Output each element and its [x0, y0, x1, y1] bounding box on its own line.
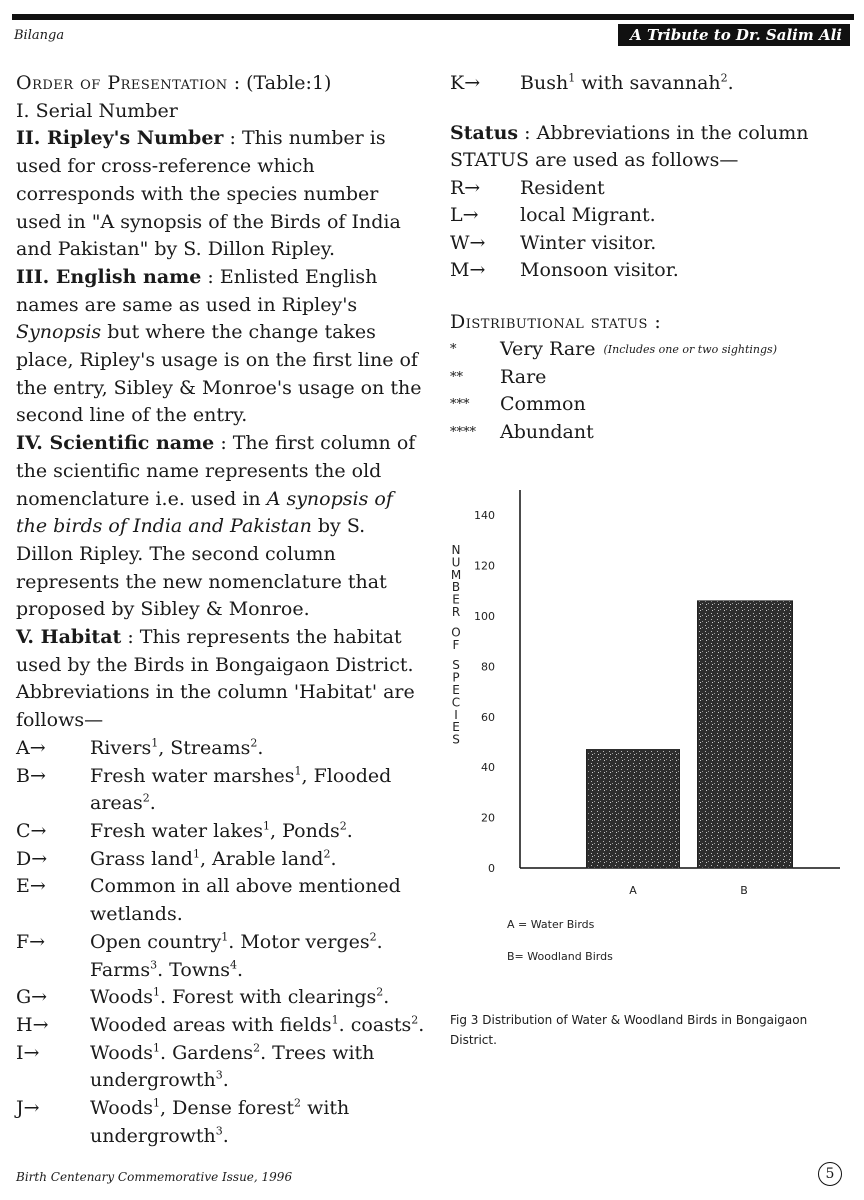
item-habitat-head: V. Habitat [16, 626, 122, 649]
header-rule [12, 14, 854, 20]
habitat-key: J→ [16, 1097, 40, 1120]
habitat-value: Common in all above mentioned wetlands. [90, 875, 401, 926]
item-scientific-name [16, 430, 426, 624]
y-tick-label: 120 [474, 559, 495, 573]
status-text: : Abbreviations in the column STATUS are used as follows— [450, 121, 809, 171]
bar-chart [440, 480, 860, 980]
habitat-value: Grass land$^1$, Arable land$^2$. [90, 847, 337, 870]
habitat-value: Woods$^1$. Gardens$^2$. Trees with undergrowth$^3$. [90, 1041, 375, 1092]
status-item [450, 175, 850, 203]
item-scientific-text-a: : The first column of the scientific name represents the old nomenclature i.e. used in [16, 432, 416, 510]
habitat-value: Woods$^1$. Forest with clearings$^2$. [90, 985, 390, 1009]
item-scientific-head: IV. Scientific name [16, 432, 215, 455]
status-key: L→ [450, 204, 479, 226]
habitat-item [16, 1095, 426, 1150]
y-tick-label: 80 [481, 660, 495, 674]
distributional-key: **** [450, 424, 476, 440]
right-column [450, 70, 850, 446]
y-axis-label-letter: P [452, 670, 460, 685]
y-axis-label-letter: F [452, 637, 460, 652]
item-english-text-b: but where the change takes place, Ripley's usage is on the first line of the entry, Sibley & Monroe's usage on the second line of the entry. [16, 321, 422, 427]
bar-A [587, 750, 680, 868]
y-axis-label-letter: E [452, 720, 460, 735]
order-heading: Order of Presentation [16, 72, 228, 94]
distributional-item [450, 391, 850, 419]
status-label: Winter visitor. [520, 231, 657, 254]
item-ripley-head: II. Ripley's Number [16, 127, 224, 150]
habitat-item [16, 763, 426, 818]
status-label: Monsoon visitor. [520, 259, 679, 281]
status-paragraph [450, 120, 850, 175]
distributional-key: ** [450, 369, 463, 385]
distributional-item [450, 336, 850, 364]
distributional-label: Common [500, 393, 586, 415]
habitat-item [16, 735, 426, 763]
legend-entry: A = Water Birds [507, 918, 595, 931]
distributional-heading: Distributional status : [450, 310, 662, 333]
habitat-key: D→ [16, 847, 48, 870]
y-tick-label: 60 [481, 710, 495, 724]
page-number: 5 [818, 1162, 842, 1186]
y-axis-label-letter: U [451, 555, 461, 570]
y-tick-label: 140 [474, 509, 495, 523]
distributional-key: * [450, 342, 457, 357]
habitat-item [16, 846, 426, 874]
y-axis-label-letter: R [451, 605, 461, 619]
status-key: W→ [450, 231, 486, 254]
habitat-value: Open country$^1$. Motor verges$^2$. Farms$^3$. Towns$^4$. [90, 930, 383, 981]
status-item [450, 202, 850, 230]
habitat-value: Fresh water marshes$^1$, Flooded areas$^2$. [90, 764, 392, 815]
distributional-item [450, 364, 850, 392]
distributional-key: *** [450, 397, 470, 412]
status-label: local Migrant. [520, 204, 656, 226]
item-scientific-text-b: by S. Dillon Ripley. The second column represents the new nomenclature that proposed by Sibley & Monroe. [16, 515, 387, 621]
status-key: R→ [450, 176, 481, 199]
item-scientific-italic: A synopsis of the birds of India and Pakistan [16, 487, 393, 538]
header-right-title: A Tribute to Dr. Salim Ali [618, 24, 850, 46]
bar-B [698, 601, 793, 868]
habitat-value: Rivers$^1$, Streams$^2$. [90, 736, 264, 759]
y-axis-label-letter: E [452, 592, 460, 607]
left-column [16, 70, 426, 1150]
distributional-label: Rare [500, 365, 547, 388]
distributional-label: Abundant [500, 420, 594, 443]
habitat-item [16, 1012, 426, 1040]
item-serial-number: I. Serial Number [16, 99, 178, 122]
status-head: Status [450, 121, 519, 144]
item-habitat [16, 624, 426, 735]
header-left-title: Bilanga [14, 28, 65, 43]
habitat-value: Wooded areas with fields$^1$. coasts$^2$. [90, 1013, 425, 1036]
habitat-k-key: K→ [450, 72, 481, 94]
status-item [450, 257, 850, 285]
y-tick-label: 100 [474, 610, 495, 623]
status-key: M→ [450, 259, 486, 281]
y-axis-label-letter: C [451, 695, 461, 710]
distributional-list [450, 336, 850, 446]
item-english-name [16, 264, 426, 430]
y-axis-label-letter: E [452, 683, 460, 697]
item-ripley-number [16, 125, 426, 264]
footer-text: Birth Centenary Commemorative Issue, 1996 [16, 1170, 293, 1184]
order-heading-line [16, 70, 426, 98]
distributional-label: Very Rare [500, 338, 596, 360]
status-list [450, 175, 850, 285]
habitat-item [16, 984, 426, 1012]
figure-caption: Fig 3 Distribution of Water & Woodland Birds in Bongaigaon District. [450, 1013, 808, 1047]
habitat-key: I→ [16, 1041, 40, 1064]
legend-entry: B= Woodland Birds [507, 950, 613, 963]
habitat-list [16, 735, 426, 1151]
y-axis-label-letter: S [452, 732, 460, 747]
habitat-key: F→ [16, 930, 46, 953]
order-table-ref: : (Table:1) [233, 72, 332, 94]
y-tick-label: 40 [481, 761, 495, 775]
item-english-text-a: : Enlisted English names are same as used in Ripley's [16, 265, 378, 316]
status-item [450, 230, 850, 258]
habitat-key: B→ [16, 764, 46, 787]
habitat-item [16, 929, 426, 984]
y-axis-label-letter: O [451, 625, 461, 640]
habitat-key: G→ [16, 986, 48, 1009]
status-label: Resident [520, 176, 605, 199]
habitat-value: Fresh water lakes$^1$, Ponds$^2$. [90, 819, 353, 842]
habitat-item [16, 873, 426, 928]
distributional-note: (Includes one or two sightings) [603, 343, 777, 356]
y-axis-label-letter: S [452, 658, 460, 673]
habitat-item [16, 818, 426, 846]
y-axis-label-letter: M [450, 567, 462, 582]
y-axis-label-letter: I [454, 707, 458, 722]
y-axis-label-letter: N [451, 543, 461, 557]
y-tick-label: 0 [488, 862, 495, 875]
x-tick-label: A [629, 884, 637, 897]
item-ripley-text: : This number is used for cross-reference which corresponds with the species number used in "A synopsis of the Birds of India and Pakistan" by S. Dillon Ripley. [16, 127, 401, 261]
chart-svg [440, 480, 860, 980]
item-english-head: III. English name [16, 265, 202, 288]
y-tick-label: 20 [481, 811, 495, 825]
habitat-k-row [450, 70, 850, 98]
habitat-k-value: Bush$^1$ with savannah$^2$. [520, 71, 734, 94]
item-english-italic: Synopsis [16, 321, 102, 344]
item-habitat-text: : This represents the habitat used by the Birds in Bongaigaon District. Abbreviations in the column 'Habitat' are follows— [16, 626, 415, 732]
habitat-key: H→ [16, 1013, 49, 1036]
habitat-value: Woods$^1$, Dense forest$^2$ with undergrowth$^3$. [90, 1096, 350, 1147]
habitat-key: A→ [16, 736, 46, 759]
y-axis-label-letter: B [451, 580, 461, 595]
x-tick-label: B [740, 884, 748, 897]
habitat-key: E→ [16, 875, 46, 898]
habitat-key: C→ [16, 819, 47, 842]
distributional-item [450, 419, 850, 447]
habitat-item [16, 1040, 426, 1095]
